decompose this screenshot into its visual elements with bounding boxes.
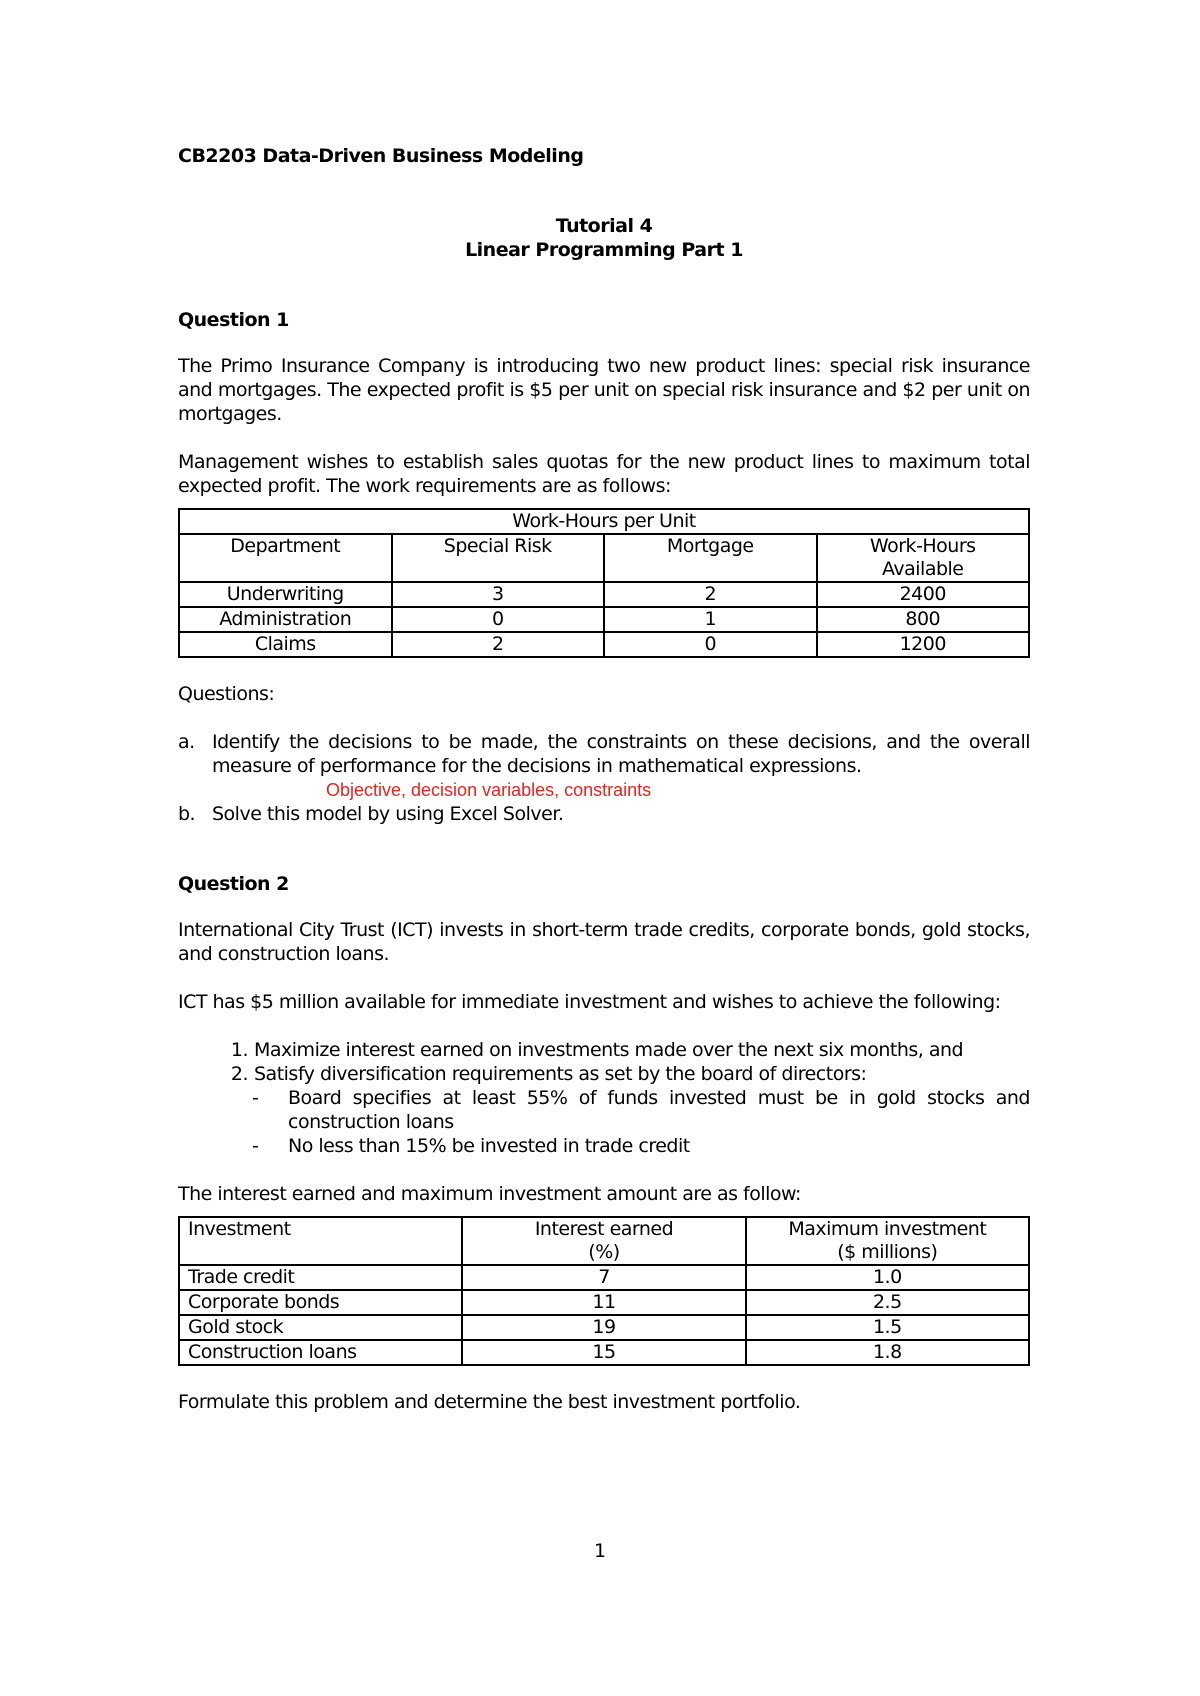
document-body (178, 144, 1030, 1438)
table-row (179, 1340, 1029, 1365)
question-1-paragraph-2: Management wishes to establish sales quotas for the new product lines to maximum total expected profit. The work requirements are as follows: (178, 451, 1030, 497)
table-cell: 1.0 (746, 1265, 1029, 1290)
goals-list (178, 1038, 1030, 1158)
sub-list-item (178, 1134, 1030, 1158)
tutorial-title: Tutorial 4 (555, 215, 653, 237)
table-header: Special Risk (392, 534, 605, 582)
table-cell: 3 (392, 582, 605, 607)
sub-question-label: b. (178, 803, 196, 825)
table-cell: 0 (392, 607, 605, 632)
list-item (178, 1062, 1030, 1086)
page-number: 1 (593, 1540, 607, 1562)
investment-table (178, 1216, 1030, 1366)
sub-list-item-text: Board specifies at least 55% of funds invested must be in gold stocks and construction loans (288, 1087, 1030, 1133)
list-item-text: Satisfy diversification requirements as set by the board of directors: (254, 1063, 867, 1085)
dash-bullet: - (252, 1087, 259, 1109)
table-cell: 2400 (817, 582, 1030, 607)
table-cell: Construction loans (179, 1340, 462, 1365)
table-cell: Gold stock (179, 1315, 462, 1340)
list-item-number: 2. (230, 1063, 248, 1085)
table-cell: 0 (604, 632, 817, 657)
table-row (179, 582, 1029, 607)
table-cell: 1 (604, 607, 817, 632)
table-cell: Administration (179, 607, 392, 632)
question-2-paragraph-2: ICT has $5 million available for immediate investment and wishes to achieve the following: (178, 991, 1001, 1013)
title-block (178, 214, 1030, 262)
work-hours-table (178, 508, 1030, 658)
questions-label: Questions: (178, 683, 275, 705)
list-item (178, 1038, 1030, 1062)
table-cell: 2 (604, 582, 817, 607)
table-cell: 800 (817, 607, 1030, 632)
table-header: Work-Hours Available (817, 534, 1030, 582)
table-header: Interest earned (%) (462, 1217, 745, 1265)
question-1-paragraph-1: The Primo Insurance Company is introducing two new product lines: special risk insurance and mortgages. The expected profit is $5 per unit on special risk insurance and $2 per unit on mortgages. (178, 355, 1030, 425)
table-header: Mortgage (604, 534, 817, 582)
table-cell: Trade credit (179, 1265, 462, 1290)
table-cell: 15 (462, 1340, 745, 1365)
table-cell: 19 (462, 1315, 745, 1340)
table-cell: 1.8 (746, 1340, 1029, 1365)
sub-question-text: Identify the decisions to be made, the constraints on these decisions, and the overall measure of performance for the decisions in mathematical expressions. (212, 731, 1030, 777)
table-cell: 7 (462, 1265, 745, 1290)
table-header: Maximum investment ($ millions) (746, 1217, 1029, 1265)
table-cell: 1200 (817, 632, 1030, 657)
question-2-paragraph-3: The interest earned and maximum investment amount are as follow: (178, 1183, 801, 1205)
table-row (179, 1315, 1029, 1340)
sub-question-label: a. (178, 731, 195, 753)
table-row (179, 1290, 1029, 1315)
question-1-heading: Question 1 (178, 309, 289, 331)
question-2-paragraph-1: International City Trust (ICT) invests in short-term trade credits, corporate bonds, gold stocks, and construction loans. (178, 919, 1030, 965)
table-cell: 2.5 (746, 1290, 1029, 1315)
investment-table-wrap (178, 1216, 1030, 1366)
table-caption: Work-Hours per Unit (179, 509, 1029, 534)
table-cell: Corporate bonds (179, 1290, 462, 1315)
table-cell: 11 (462, 1290, 745, 1315)
question-2-heading: Question 2 (178, 873, 289, 895)
table-cell: 1.5 (746, 1315, 1029, 1340)
dash-bullet: - (252, 1135, 259, 1157)
sub-question-b (178, 802, 1030, 826)
work-hours-table-wrap (178, 508, 1030, 658)
sub-list-item-text: No less than 15% be invested in trade credit (288, 1135, 690, 1157)
table-row (179, 607, 1029, 632)
list-item-text: Maximize interest earned on investments made over the next six months, and (254, 1039, 964, 1061)
table-cell: Underwriting (179, 582, 392, 607)
table-cell: 2 (392, 632, 605, 657)
table-cell: Claims (179, 632, 392, 657)
table-row (179, 1265, 1029, 1290)
table-header: Investment (179, 1217, 462, 1265)
sub-list-item (178, 1086, 1030, 1134)
question-2-paragraph-4: Formulate this problem and determine the best investment portfolio. (178, 1391, 801, 1413)
tutorial-subtitle: Linear Programming Part 1 (465, 239, 743, 261)
table-header: Department (179, 534, 392, 582)
list-item-number: 1. (230, 1039, 248, 1061)
sub-question-text: Solve this model by using Excel Solver. (212, 803, 564, 825)
table-row (179, 632, 1029, 657)
annotation-note: Objective, decision variables, constraints (326, 780, 652, 800)
sub-question-a (178, 730, 1030, 778)
course-title: CB2203 Data-Driven Business Modeling (178, 145, 584, 167)
